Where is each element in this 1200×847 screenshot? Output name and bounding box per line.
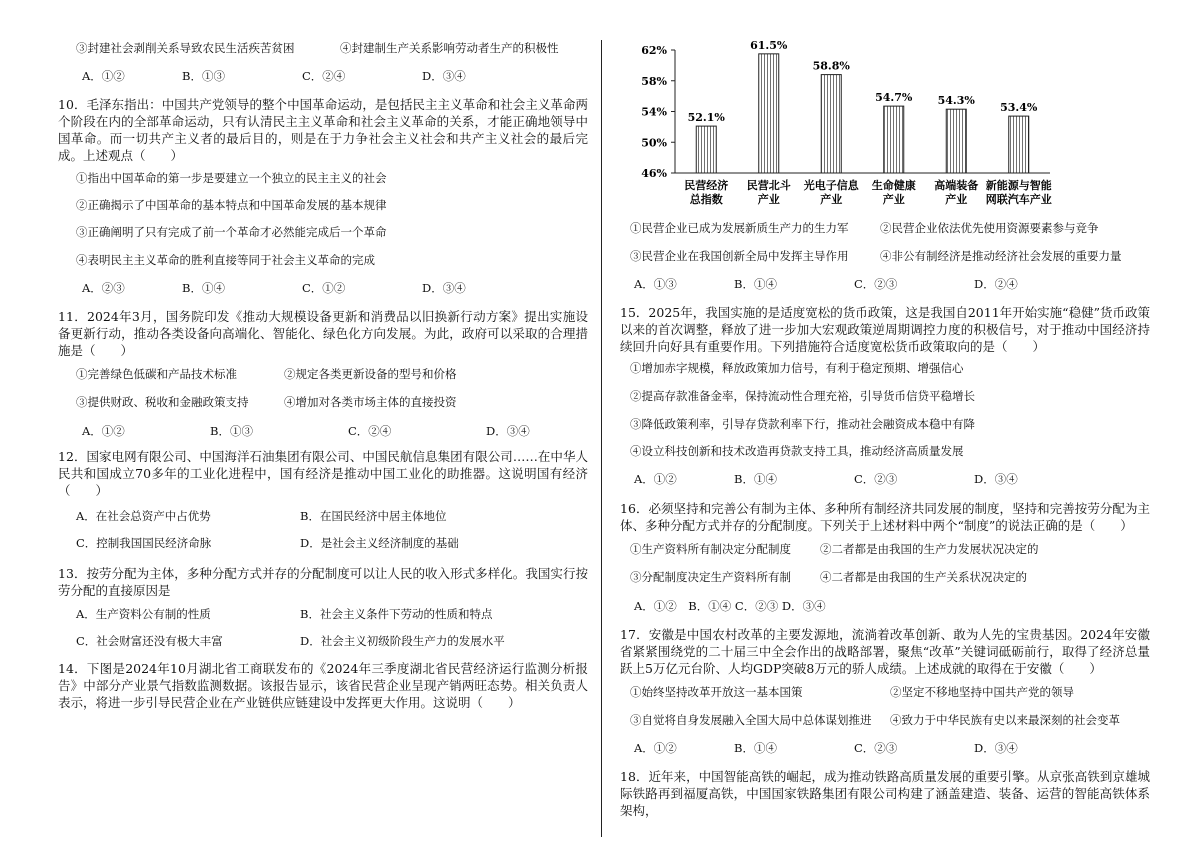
q16-item-4: ④二者都是由我国的生产关系状况决定的 bbox=[820, 570, 1027, 584]
chart-bar bbox=[1009, 116, 1029, 173]
q11-choice-d[interactable]: D．③④ bbox=[486, 424, 530, 438]
q10-item-1: ①指出中国革命的第一步是要建立一个独立的民主主义的社会 bbox=[76, 171, 387, 185]
q17-choice-b[interactable]: B．①④ bbox=[734, 741, 777, 755]
right-column bbox=[620, 30, 1150, 847]
q17-item-2: ②坚定不移地坚持中国共产党的领导 bbox=[890, 685, 1074, 699]
q12-choice-a[interactable]: A．在社会总资产中占优势 bbox=[76, 509, 211, 523]
q10-stem: 10．毛泽东指出：中国共产党领导的整个中国革命运动，是包括民主主义革命和社会主义革命两个阶段在内的全部革命运动，只有认清民主主义革命和社会主义革命的关系，才能正确地领导中国革命。而一切共产主义者的最后目的，则是在于力争社会主义社会和共产主义社会的最后完成。上述观点（ ） bbox=[58, 97, 588, 163]
q15-choice-a[interactable]: A．①② bbox=[634, 472, 677, 486]
q9-choice-c[interactable]: C．②④ bbox=[302, 69, 346, 83]
chart-category-label: 民营北斗 bbox=[746, 179, 791, 192]
q10-choices bbox=[82, 280, 582, 296]
q9-item-3: ③封建社会剥削关系导致农民生活疾苦贫困 bbox=[76, 41, 295, 55]
q11-stem: 11．2024年3月，国务院印发《推动大规模设备更新和消费品以旧换新行动方案》提出实施设备更新行动，推动各类设备向高端化、智能化、绿色化方向发展。为此，政府可以采取的合理措施是（ ） bbox=[58, 309, 588, 358]
q16-item-1: ①生产资料所有制决定分配制度 bbox=[630, 542, 791, 556]
q9-choices bbox=[82, 68, 582, 84]
q14-stem: 14．下图是2024年10月湖北省工商联发布的《2024年三季度湖北省民营经济运行监测分析报告》中部分产业景气指数监测数据。该报告显示，该省民营企业呈现产销两旺态势。相关负责人表示，将进一步引导民营企业在产业链供应链建设中发挥更大作用。这说明（ ） bbox=[58, 661, 588, 710]
chart-y-tick-label: 58% bbox=[641, 74, 667, 88]
chart-x-labels bbox=[684, 178, 1052, 206]
q11-choices bbox=[82, 423, 582, 439]
q13-stem: 13．按劳分配为主体，多种分配方式并存的分配制度可以让人民的收入形式多样化。我国实行按劳分配的直接原因是 bbox=[58, 566, 588, 598]
chart-category-label: 光电子信息 bbox=[803, 179, 859, 192]
chart-bars bbox=[696, 54, 1029, 173]
q11-choice-b[interactable]: B．①③ bbox=[210, 424, 253, 438]
chart-y-ticks bbox=[641, 44, 675, 180]
chart-value-label: 61.5% bbox=[750, 38, 788, 52]
chart-y-tick-label: 46% bbox=[641, 167, 667, 180]
chart-category-label: 生命健康 bbox=[871, 179, 916, 192]
q11-item-3: ③提供财政、税收和金融政策支持 bbox=[76, 395, 249, 409]
chart-category-label: 网联汽车产业 bbox=[985, 193, 1052, 206]
q14-choice-d[interactable]: D．②④ bbox=[974, 277, 1018, 291]
q11-choice-a[interactable]: A．①② bbox=[82, 424, 125, 438]
q11-item-1: ①完善绿色低碳和产品技术标准 bbox=[76, 367, 237, 381]
q17-item-3: ③自觉将自身发展融入全国大局中总体谋划推进 bbox=[630, 713, 872, 727]
chart-y-tick-label: 54% bbox=[641, 105, 667, 119]
chart-category-label: 总指数 bbox=[689, 193, 723, 206]
q15-choice-c[interactable]: C．②③ bbox=[854, 472, 898, 486]
q10-choice-a[interactable]: A．②③ bbox=[82, 281, 125, 295]
q16-item-3: ③分配制度决定生产资料所有制 bbox=[630, 570, 791, 584]
q11-item-4: ④增加对各类市场主体的直接投资 bbox=[284, 395, 457, 409]
chart-value-label: 53.4% bbox=[1000, 101, 1038, 115]
q15-stem: 15．2025年，我国实施的是适度宽松的货币政策，这是我国自2011年开始实施“稳健”货币政策以来的首次调整，释放了进一步加大宏观政策逆周期调控力度的积极信号，对于推动中国经济持续回升向好具有重要作用。下列措施符合适度宽松货币政策取向的是（ ） bbox=[620, 305, 1150, 354]
chart-bar bbox=[884, 106, 904, 173]
chart-y-tick-label: 62% bbox=[641, 44, 667, 57]
q13-choice-c[interactable]: C．社会财富还没有极大丰富 bbox=[76, 634, 223, 648]
q10-choice-d[interactable]: D．③④ bbox=[422, 281, 466, 295]
q13-choice-d[interactable]: D．社会主义初级阶段生产力的发展水平 bbox=[300, 634, 505, 648]
q14-item-2: ②民营企业依法优先使用资源要素参与竞争 bbox=[880, 221, 1099, 235]
left-column bbox=[58, 30, 588, 847]
q14-item-1: ①民营企业已成为发展新质生产力的生力军 bbox=[630, 221, 849, 235]
chart-bar bbox=[946, 109, 966, 173]
q15-choices bbox=[634, 471, 1144, 487]
chart-category-label: 产业 bbox=[820, 193, 843, 206]
chart-y-tick-label: 50% bbox=[641, 136, 667, 150]
column-divider bbox=[601, 40, 602, 837]
q15-item-4: ④设立科技创新和技术改造再贷款支持工具，推动经济高质量发展 bbox=[630, 444, 964, 458]
chart-value-labels bbox=[688, 39, 1038, 124]
q15-item-2: ②提高存款准备金率，保持流动性合理充裕，引导货币信贷平稳增长 bbox=[630, 389, 975, 403]
q13-choice-a[interactable]: A．生产资料公有制的性质 bbox=[76, 607, 211, 621]
q14-choice-b[interactable]: B．①④ bbox=[734, 277, 777, 291]
q17-stem: 17．安徽是中国农村改革的主要发源地，流淌着改革创新、敢为人先的宝贵基因。2024年安徽省紧紧围绕党的二十届三中全会作出的战略部署，聚焦“改革”关键词砥砺前行，取得了经济总量跃上5万亿元台阶、人均GDP突破8万元的骄人成绩。上述成就的取得在于安徽（ ） bbox=[620, 627, 1150, 676]
chart-category-label: 产业 bbox=[945, 193, 968, 206]
chart-value-label: 54.7% bbox=[875, 91, 913, 105]
chart-category-label: 民营经济 bbox=[684, 179, 729, 192]
q12-choice-d[interactable]: D．是社会主义经济制度的基础 bbox=[300, 536, 459, 550]
q14-choices bbox=[634, 276, 1144, 292]
q15-choice-d[interactable]: D．③④ bbox=[974, 472, 1018, 486]
q11-choice-c[interactable]: C．②④ bbox=[348, 424, 392, 438]
q9-item-4: ④封建制生产关系影响劳动者生产的积极性 bbox=[340, 41, 559, 55]
q16-choices[interactable]: A．①② B．①④ C．②③ D．③④ bbox=[634, 599, 826, 613]
chart-category-label: 新能源与智能 bbox=[985, 179, 1052, 192]
q18-stem: 18．近年来，中国智能高铁的崛起，成为推动铁路高质量发展的重要引擎。从京张高铁到京雄城际铁路再到福厦高铁，中国国家铁路集团有限公司构建了涵盖建造、装备、运营的智能高铁体系架构， bbox=[620, 769, 1150, 818]
q10-item-3: ③正确阐明了只有完成了前一个革命才必然能完成后一个革命 bbox=[76, 225, 387, 239]
q17-choice-c[interactable]: C．②③ bbox=[854, 741, 898, 755]
q10-item-2: ②正确揭示了中国革命的基本特点和中国革命发展的基本规律 bbox=[76, 198, 387, 212]
q17-choice-d[interactable]: D．③④ bbox=[974, 741, 1018, 755]
q16-item-2: ②二者都是由我国的生产力发展状况决定的 bbox=[820, 542, 1039, 556]
q9-choice-b[interactable]: B．①③ bbox=[182, 69, 225, 83]
q15-choice-b[interactable]: B．①④ bbox=[734, 472, 777, 486]
q12-stem: 12．国家电网有限公司、中国海洋石油集团有限公司、中国民航信息集团有限公司……在中华人民共和国成立70多年的工业化进程中，国有经济是推动中国工业化的助推器。这说明国有经济（ ） bbox=[58, 449, 588, 498]
chart-value-label: 54.3% bbox=[937, 94, 975, 108]
q10-item-4: ④表明民主主义革命的胜利直接等同于社会主义革命的完成 bbox=[76, 253, 375, 267]
q17-choices bbox=[634, 740, 1144, 756]
industry-index-bar-chart bbox=[620, 30, 1150, 210]
chart-value-label: 52.1% bbox=[687, 111, 725, 125]
chart-category-label: 产业 bbox=[757, 193, 780, 206]
q14-item-4: ④非公有制经济是推动经济社会发展的重要力量 bbox=[880, 249, 1122, 263]
q14-choice-a[interactable]: A．①③ bbox=[634, 277, 677, 291]
q9-choice-a[interactable]: A．①② bbox=[82, 69, 125, 83]
chart-bar bbox=[821, 75, 841, 173]
chart-category-label: 高端装备 bbox=[934, 179, 979, 192]
q15-item-1: ①增加赤字规模，释放政策加力信号，有利于稳定预期、增强信心 bbox=[630, 361, 964, 375]
q17-item-4: ④致力于中华民族有史以来最深刻的社会变革 bbox=[890, 713, 1120, 727]
q13-choice-b[interactable]: B．社会主义条件下劳动的性质和特点 bbox=[300, 607, 493, 621]
q12-choice-c[interactable]: C．控制我国国民经济命脉 bbox=[76, 536, 212, 550]
q12-choice-b[interactable]: B．在国民经济中居主体地位 bbox=[300, 509, 447, 523]
chart-bar bbox=[696, 126, 716, 173]
q9-choice-d[interactable]: D．③④ bbox=[422, 69, 466, 83]
q14-item-3: ③民营企业在我国创新全局中发挥主导作用 bbox=[630, 249, 849, 263]
q10-choice-b[interactable]: B．①④ bbox=[182, 281, 225, 295]
chart-value-label: 58.8% bbox=[812, 59, 850, 73]
chart-axes bbox=[675, 50, 1050, 173]
q15-item-3: ③降低政策利率，引导存贷款利率下行，推动社会融资成本稳中有降 bbox=[630, 417, 975, 431]
chart-category-label: 产业 bbox=[882, 193, 905, 206]
q17-choice-a[interactable]: A．①② bbox=[634, 741, 677, 755]
q11-item-2: ②规定各类更新设备的型号和价格 bbox=[284, 367, 457, 381]
q16-stem: 16．必须坚持和完善公有制为主体、多种所有制经济共同发展的制度，坚持和完善按劳分配为主体、多种分配方式并存的分配制度。下列关于上述材料中两个“制度”的说法正确的是（ ） bbox=[620, 501, 1150, 533]
q14-choice-c[interactable]: C．②③ bbox=[854, 277, 898, 291]
q17-item-1: ①始终坚持改革开放这一基本国策 bbox=[630, 685, 803, 699]
chart-bar bbox=[759, 54, 779, 173]
q10-choice-c[interactable]: C．①② bbox=[302, 281, 346, 295]
